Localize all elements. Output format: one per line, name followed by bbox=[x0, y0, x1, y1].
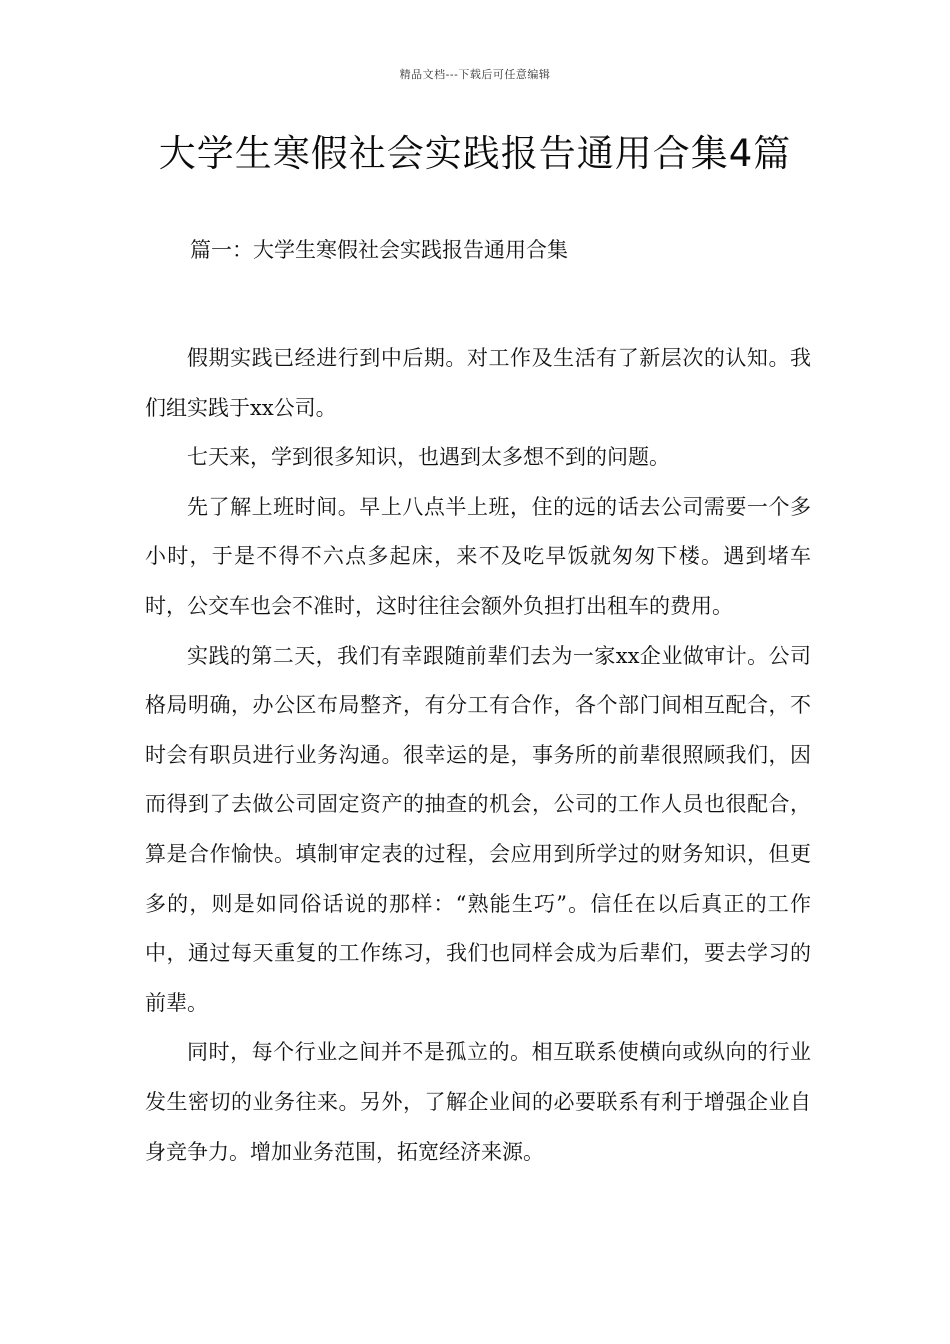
paragraph-5: 同时，每个行业之间并不是孤立的。相互联系使横向或纵向的行业发生密切的业务往来。另外，了解企业间的必要联系有利于增强企业自身竞争力。增加业务范围，拓宽经济来源。 bbox=[145, 1040, 811, 1164]
document-title: 大学生寒假社会实践报告通用合集4篇 bbox=[158, 132, 792, 175]
paragraph-1: 假期实践已经进行到中后期。对工作及生活有了新层次的认知。我们组实践于xx公司。 bbox=[145, 346, 811, 420]
paragraph-2: 七天来，学到很多知识，也遇到太多想不到的问题。 bbox=[187, 445, 670, 470]
paragraph-3: 先了解上班时间。早上八点半上班，住的远的话去公司需要一个多小时，于是不得不六点多起床，来不及吃早饭就匆匆下楼。遇到堵车时，公交车也会不准时，这时往往会额外负担打出租车的费用。 bbox=[145, 494, 811, 618]
section-heading: 篇一：大学生寒假社会实践报告通用合集 bbox=[190, 238, 568, 262]
header-note: 精品文档---下载后可任意编辑 bbox=[399, 68, 551, 81]
body-text bbox=[145, 334, 811, 1177]
paragraph-4: 实践的第二天，我们有幸跟随前辈们去为一家xx企业做审计。公司格局明确，办公区布局整齐，有分工有合作，各个部门间相互配合，不时会有职员进行业务沟通。很幸运的是，事务所的前辈很照顾我们，因而得到了去做公司固定资产的抽查的机会，公司的工作人员也很配合，算是合作愉快。填制审定表的过程，会应用到所学过的财务知识，但更多的，则是如同俗话说的那样：“熟能生巧”。信任在以后真正的工作中，通过每天重复的工作练习，我们也同样会成为后辈们，要去学习的前辈。 bbox=[145, 643, 811, 1015]
